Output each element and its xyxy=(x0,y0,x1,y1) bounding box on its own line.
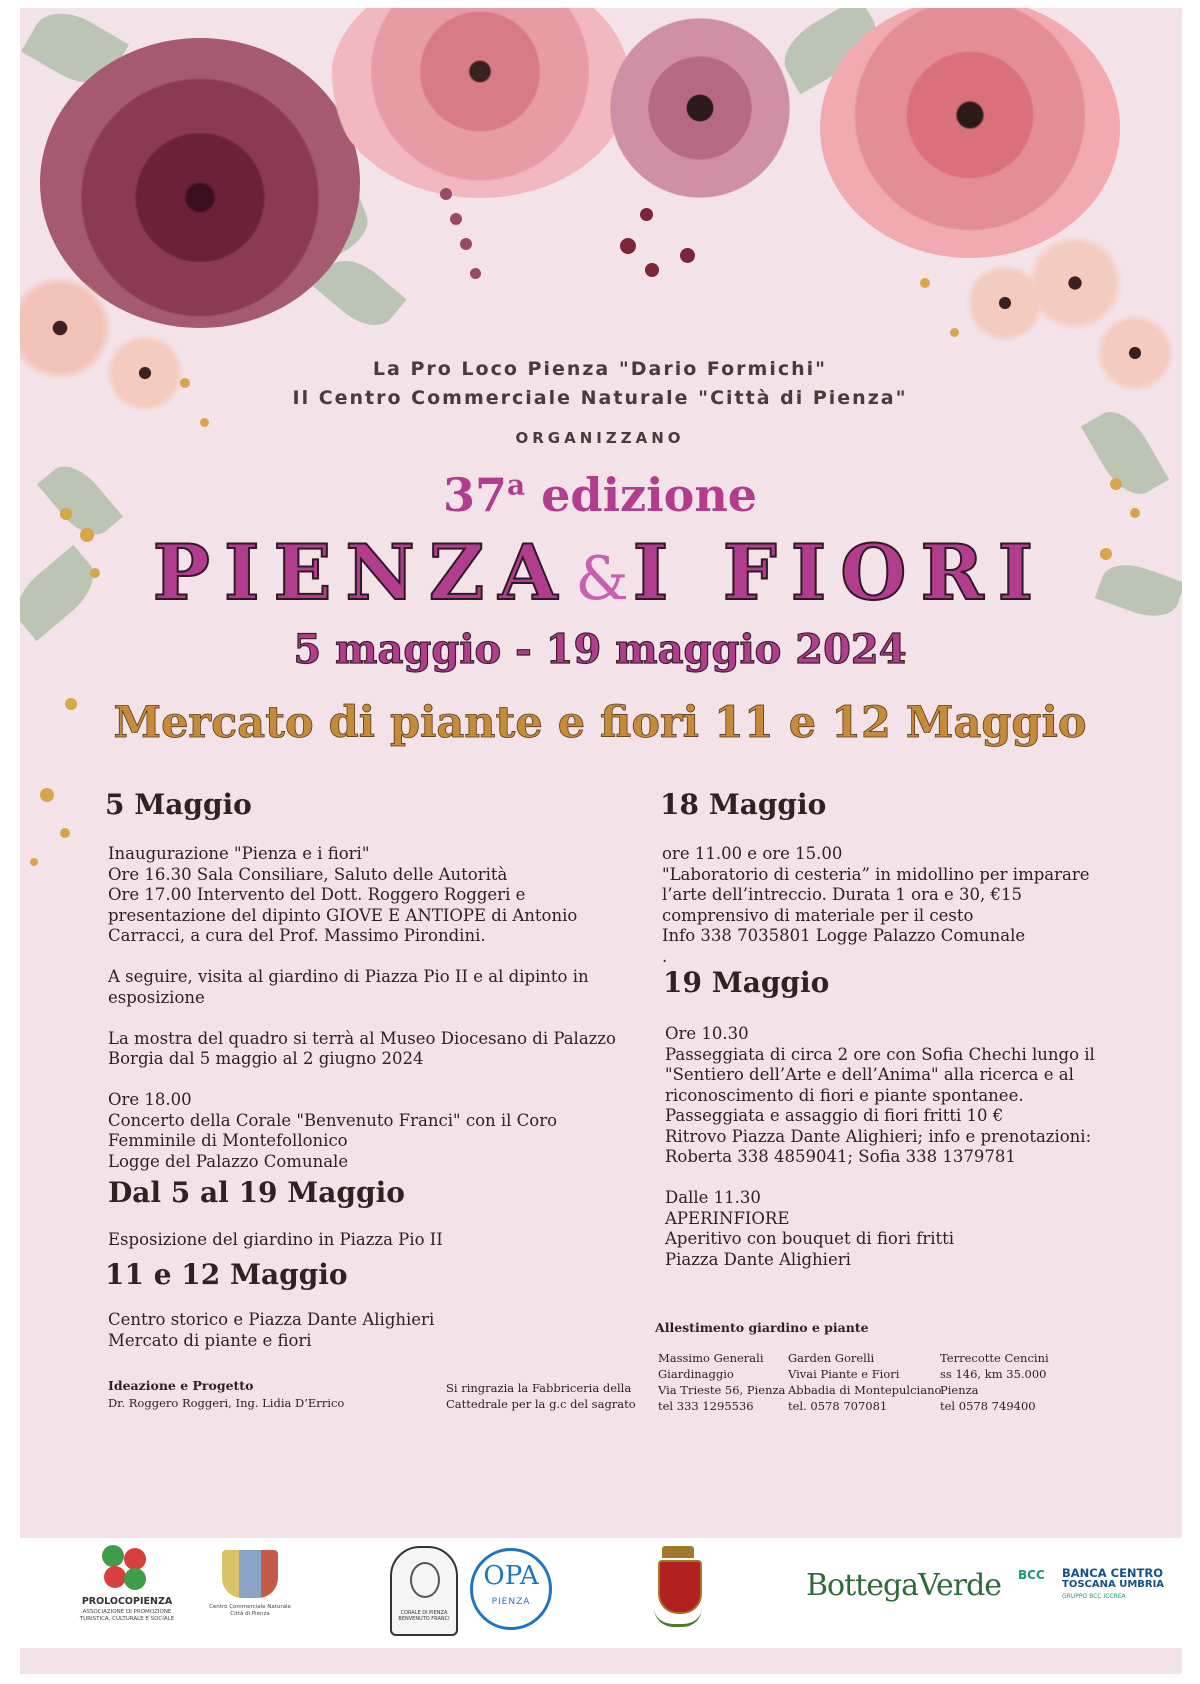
title-ampersand: & xyxy=(575,544,629,614)
ccn-label: Centro Commerciale Naturale Città di Pienza xyxy=(209,1604,291,1617)
pink-peony-icon xyxy=(330,8,630,198)
day-text-5-maggio: Inaugurazione "Pienza e i fiori" Ore 16.30 Sala Consiliare, Saluto delle Autorità Ore 17.00 Intervento del Dott. Roggero Roggeri e presentazione del dipinto GIOVE E ANTIOPE di Antonio Carracci, a cura del Prof. Massimo Pirondini. A seguire, visita al giardino di Piazza Pio II e al dipinto in esposizione La mostra del quadro si terrà al Museo Diocesano di Palazzo Borgia dal 5 maggio al 2 giugno 2024 Ore 18.00 Concerto della Corale "Benvenuto Franci" con il Coro Femminile di Montefollonico Logge del Palazzo Comunale xyxy=(108,844,616,1171)
opa-pienza-logo xyxy=(470,1548,552,1630)
organizer-line-2: Il Centro Commerciale Naturale "Città di Pienza" xyxy=(292,387,908,409)
day-text-18-maggio: ore 11.00 e ore 15.00 "Laboratorio di cesteria” in midollino per imparare l’arte dell’intreccio. Durata 1 ora e 30, €15 comprensivo di materiale per il cesto Info 338 7035801 Logge Palazzo Comunale . xyxy=(662,844,1090,966)
ideazione-title: Ideazione e Progetto xyxy=(108,1378,254,1393)
main-title xyxy=(20,528,1182,617)
thanks-note: Si ringrazia la Fabbriceria della Cattedrale per la g.c del sagrato xyxy=(446,1381,636,1411)
sponsor-gorelli: Garden Gorelli Vivai Piante e Fiori Abbadia di Montepulciano tel. 0578 707081 xyxy=(788,1351,942,1413)
corale-logo xyxy=(390,1546,458,1636)
bcc-line-1: BANCA CENTRO xyxy=(1062,1566,1164,1580)
organizzano-label: ORGANIZZANO xyxy=(515,429,685,447)
organizer-line-1: La Pro Loco Pienza "Dario Formichi" xyxy=(372,358,828,380)
proloco-logo xyxy=(72,1540,182,1630)
comune-pienza-crest-icon xyxy=(652,1546,704,1634)
ccn-pienza-logo xyxy=(200,1544,300,1632)
allestimento-title: Allestimento giardino e piante xyxy=(655,1320,869,1335)
event-dates: 5 maggio - 19 maggio 2024 xyxy=(293,626,907,673)
ideazione-names: Dr. Roggero Roggeri, Ing. Lidia D’Errico xyxy=(108,1396,345,1410)
market-headline: Mercato di piante e fiori 11 e 12 Maggio xyxy=(113,698,1087,748)
sponsor-generali: Massimo Generali Giardinaggio Via Trieste 56, Pienza tel 333 1295536 xyxy=(658,1351,786,1413)
proloco-name: PROLOCOPIENZA xyxy=(81,1596,173,1607)
peach-blossom-icon xyxy=(1090,308,1180,398)
bcc-line-3: GRUPPO BCC ICCREA xyxy=(1062,1593,1126,1600)
edition-line xyxy=(20,468,1182,522)
bottom-strip xyxy=(20,1648,1182,1674)
day-heading-18-maggio: 18 Maggio xyxy=(660,788,827,821)
bottega-verde-logo: BottegaVerde xyxy=(806,1568,1002,1603)
opa-sub: PIENZA xyxy=(491,1597,531,1607)
day-heading-11-12-maggio: 11 e 12 Maggio xyxy=(105,1258,348,1291)
day-heading-19-maggio: 19 Maggio xyxy=(663,966,830,999)
poster xyxy=(20,8,1182,1538)
day-heading-dal-5-al-19: Dal 5 al 19 Maggio xyxy=(108,1176,405,1209)
edition-sup: a xyxy=(506,468,526,502)
day-text-11-12-maggio: Centro storico e Piazza Dante Alighieri Mercato di piante e fiori xyxy=(108,1310,435,1350)
corale-label: CORALE DI PIENZA BENVENUTO FRANCI xyxy=(398,1610,450,1622)
bcc-line-2: TOSCANA UMBRIA xyxy=(1062,1579,1165,1590)
title-i-fiori: I FIORI xyxy=(632,528,1048,617)
title-pienza: PIENZA xyxy=(152,528,572,617)
coral-peony-icon xyxy=(820,8,1120,258)
edition-number: 37 xyxy=(442,468,507,522)
bcc-logo xyxy=(1018,1566,1178,1626)
bcc-mark: BCC xyxy=(1018,1568,1045,1582)
peach-blossom-icon xyxy=(960,258,1050,348)
proloco-sub: ASSOCIAZIONE DI PROMOZIONE TURISTICA, CULTURALE E SOCIALE xyxy=(79,1609,175,1622)
sponsor-cencini: Terrecotte Cencini ss 146, km 35.000 Pienza tel 0578 749400 xyxy=(940,1351,1049,1413)
edition-word: edizione xyxy=(525,468,758,522)
day-text-dal-5-al-19: Esposizione del giardino in Piazza Pio II xyxy=(108,1230,443,1249)
mauve-anemone-icon xyxy=(610,18,790,198)
day-text-19-maggio: Ore 10.30 Passeggiata di circa 2 ore con Sofia Chechi lungo il "Sentiero dell’Arte e dell’Anima" alla ricerca e al riconoscimento di fiori e piante spontanee. Passeggiata e assaggio di fiori fritti 10 € Ritrovo Piazza Dante Alighieri; info e prenotazioni: Roberta 338 4859041; Sofia 338 1379781 Dalle 11.30 APERINFIORE Aperitivo con bouquet di fiori fritti Piazza Dante Alighieri xyxy=(665,1024,1095,1269)
day-heading-5-maggio: 5 Maggio xyxy=(105,788,252,821)
opa-text: OPA xyxy=(483,1561,539,1591)
